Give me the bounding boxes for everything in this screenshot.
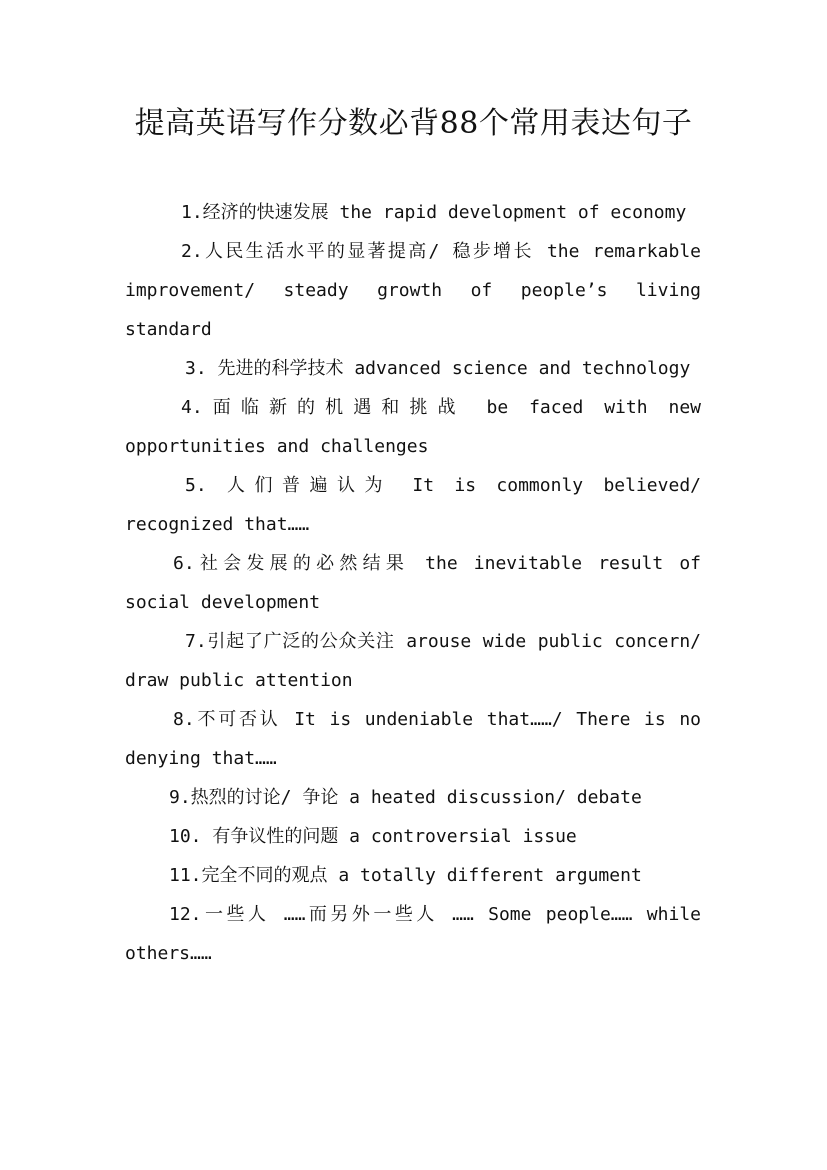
expression-item-2: 2.人民生活水平的显著提高/ 稳步增长 the remarkable improvement/ steady growth of people’s living standard (125, 241, 701, 340)
expression-item-5: 5. 人们普遍认为 It is commonly believed/ recognized that…… (125, 475, 701, 535)
expression-item-10: 10. 有争议性的问题 a controversial issue (169, 826, 577, 847)
expression-item-8: 8.不可否认 It is undeniable that……/ There is no denying that…… (125, 709, 701, 769)
document-title: 提高英语写作分数必背88个常用表达句子 (134, 106, 693, 141)
expression-item-11: 11.完全不同的观点 a totally different argument (169, 865, 642, 886)
expression-list (125, 193, 701, 973)
expression-item-4: 4.面临新的机遇和挑战 be faced with new opportunities and challenges (125, 397, 701, 457)
expression-item-9: 9.热烈的讨论/ 争论 a heated discussion/ debate (169, 787, 642, 808)
expression-item-7: 7.引起了广泛的公众关注 arouse wide public concern/ draw public attention (125, 631, 701, 691)
expression-item-12: 12.一些人 ……而另外一些人 …… Some people…… while others…… (125, 904, 701, 964)
expression-item-6: 6.社会发展的必然结果 the inevitable result of social development (125, 553, 701, 613)
expression-item-1: 1.经济的快速发展 the rapid development of economy (181, 202, 687, 223)
expression-item-3: 3. 先进的科学技术 advanced science and technology (185, 358, 691, 379)
